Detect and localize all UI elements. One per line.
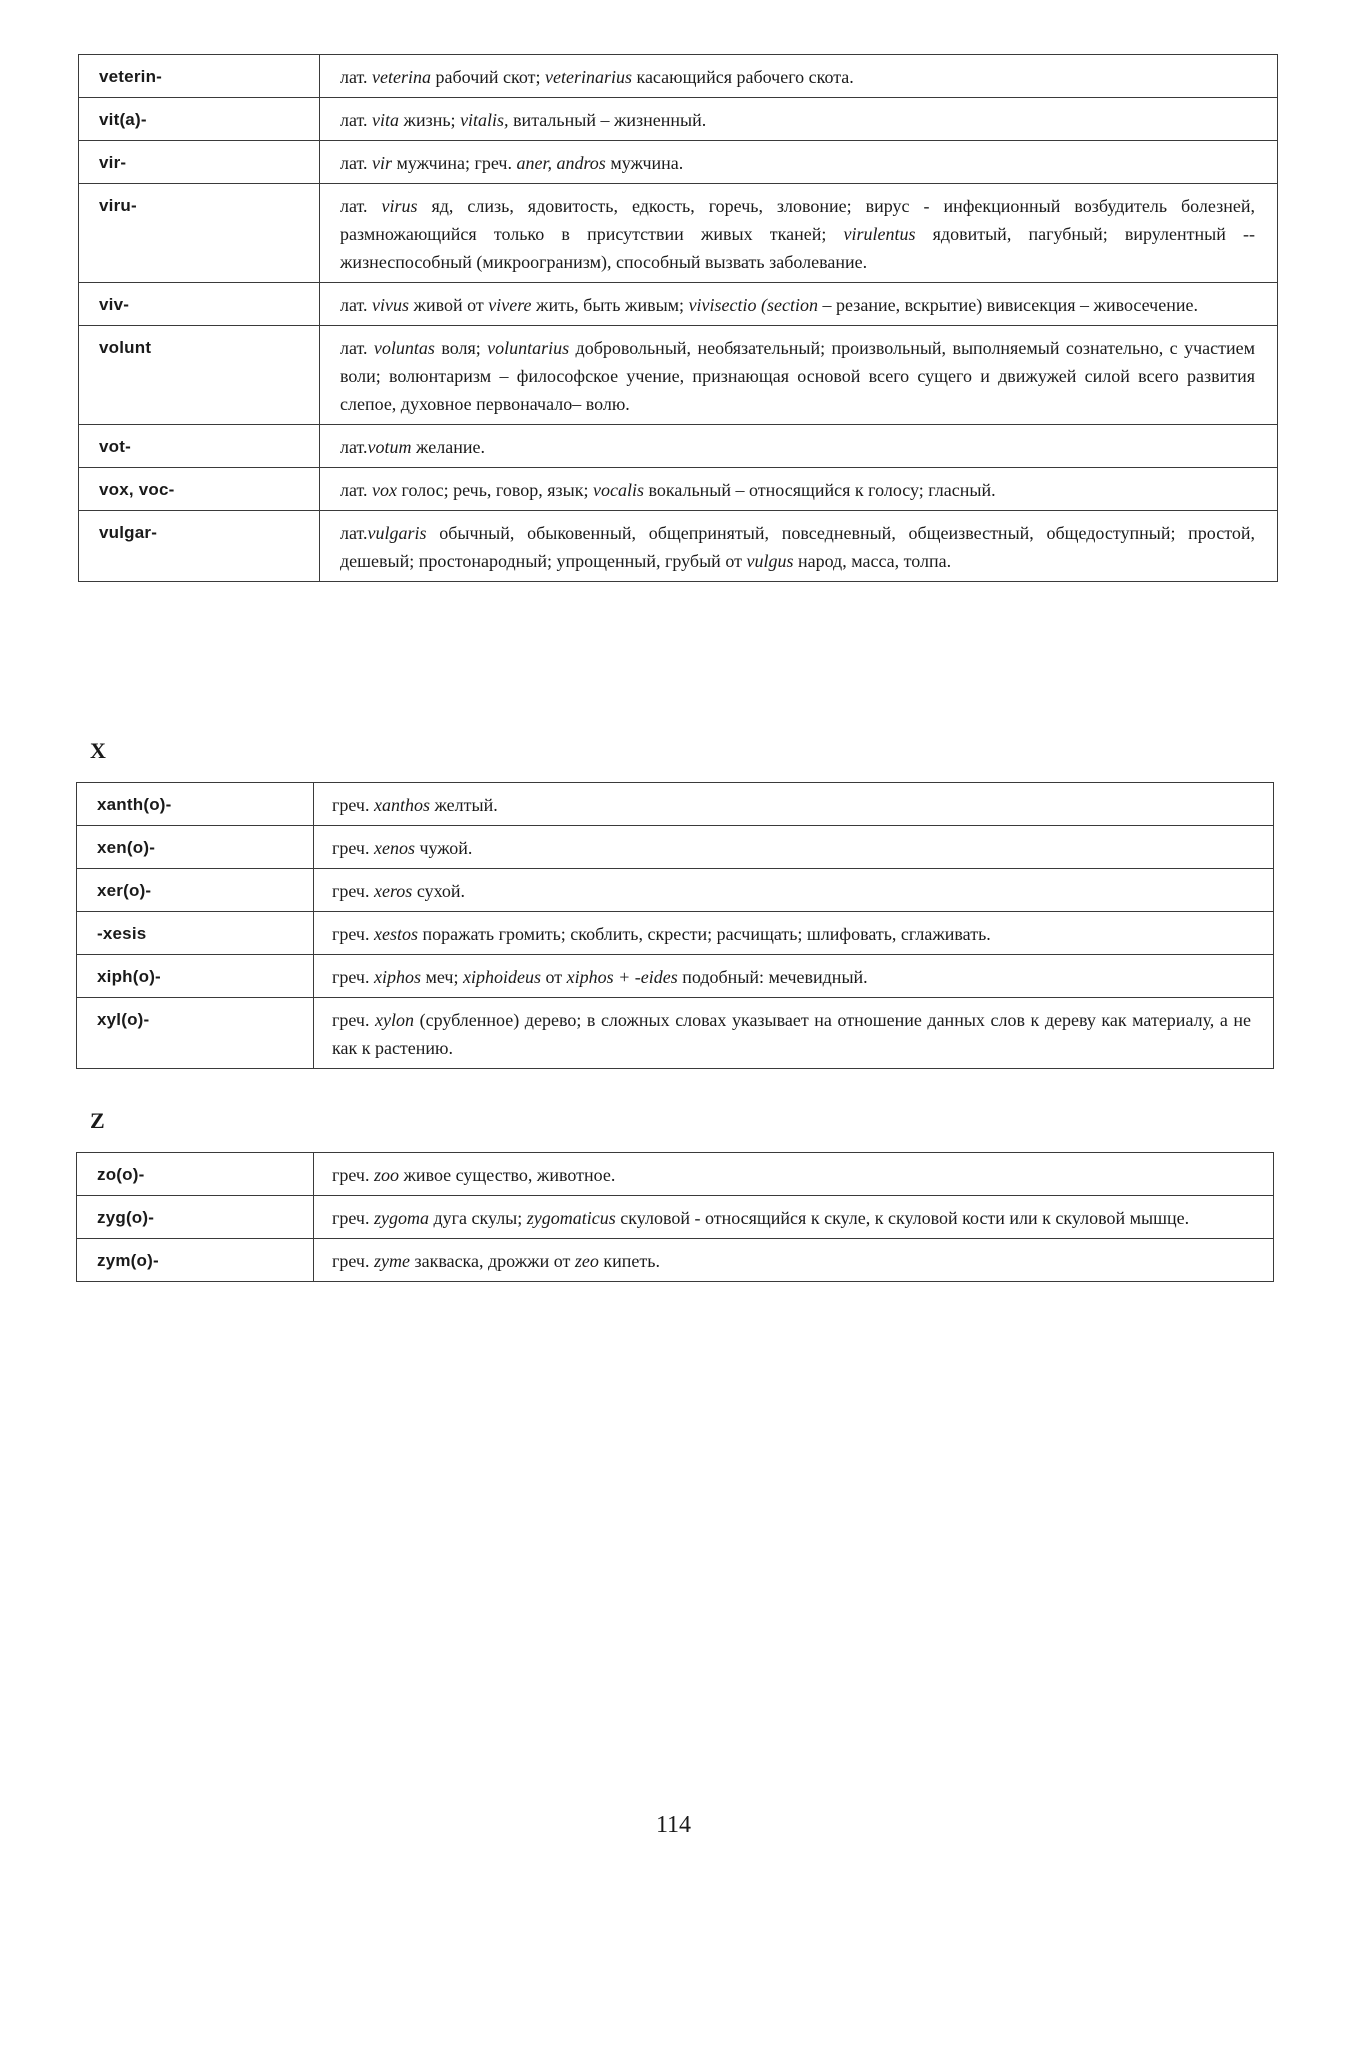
definition-text: греч.	[332, 967, 374, 987]
page-number: 114	[655, 1812, 692, 1838]
definition-cell	[314, 912, 1274, 955]
definition-cell	[320, 184, 1278, 283]
definition-italic-text: xeros	[373, 881, 413, 901]
table-row	[79, 326, 1278, 425]
definition-italic-text: zoo	[373, 1165, 399, 1185]
definition-italic-text: xiphos	[373, 967, 421, 987]
term-cell: vit(a)-	[79, 98, 320, 141]
definition-italic-text: votum	[367, 437, 412, 457]
definition-text: живое существо, животное.	[399, 1165, 616, 1185]
term-cell: xen(o)-	[77, 826, 314, 869]
definition-text: греч.	[332, 838, 374, 858]
definition-italic-text: xiphos + -eides	[566, 967, 678, 987]
definition-text: лат.	[340, 196, 382, 216]
definition-text: греч.	[332, 1010, 376, 1030]
table-row	[79, 98, 1278, 141]
definition-text: мужчина.	[605, 153, 684, 173]
definition-text: ядовитый, пагубный; вирулентный -- жизнеспособный (микроогранизм), способный вызвать заболевание.	[340, 224, 1255, 272]
term-cell: vir-	[79, 141, 320, 184]
definition-text: закваска, дрожжи от	[409, 1251, 575, 1271]
glossary-table-x	[76, 782, 1274, 1069]
definition-text: (срубленное) дерево; в сложных словах указывает на отношение данных слов к дереву как материалу, а не как к растению.	[332, 1010, 1251, 1058]
definition-cell	[320, 55, 1278, 98]
definition-text: греч.	[332, 795, 374, 815]
term-cell: xanth(o)-	[77, 783, 314, 826]
definition-text: сухой.	[412, 881, 466, 901]
term-cell: vot-	[79, 425, 320, 468]
definition-text: обычный, обыковенный, общепринятый, повседневный, общеизвестный, общедоступный; простой, дешевый; простонародный; упрощенный, грубый от	[340, 523, 1255, 571]
definition-text: подобный: мечевидный.	[677, 967, 868, 987]
definition-cell	[320, 283, 1278, 326]
term-cell: vox, voc-	[79, 468, 320, 511]
definition-text: лат.	[340, 110, 373, 130]
definition-text: лат.	[340, 437, 368, 457]
definition-text: добровольный, необязательный; произвольный, выполняемый сознательно, с участием воли; волюнтаризм – философское учение, признающая основой всего сущего и движужей силой всего развития слепое, духовное первоначало– волю.	[340, 338, 1255, 414]
table-row	[77, 869, 1274, 912]
definition-text: греч.	[332, 1165, 374, 1185]
definition-cell	[320, 425, 1278, 468]
definition-text: от	[540, 967, 567, 987]
definition-cell	[314, 826, 1274, 869]
definition-italic-text: vita	[372, 110, 400, 130]
definition-italic-text: zygoma	[373, 1208, 429, 1228]
definition-italic-text: vulgaris	[367, 523, 427, 543]
term-cell: zo(o)-	[77, 1153, 314, 1196]
table-row	[79, 184, 1278, 283]
definition-text: яд, слизь, ядовитость, едкость, горечь, зловоние; вирус - инфекционный возбудитель болезней, размножающийся только в присутствии живых тканей;	[340, 196, 1255, 244]
definition-text: лат.	[340, 67, 373, 87]
definition-cell	[314, 869, 1274, 912]
definition-text: касающийся рабочего скота.	[631, 67, 854, 87]
definition-italic-text: vulgus	[746, 551, 794, 571]
table-row	[77, 955, 1274, 998]
definition-cell	[320, 326, 1278, 425]
term-cell: volunt	[79, 326, 320, 425]
definition-italic-text: vocalis	[592, 480, 644, 500]
definition-text: лат.	[340, 295, 373, 315]
definition-cell	[314, 1153, 1274, 1196]
definition-text: скуловой - относящийся к скуле, к скуловой кости или к скуловой мышце.	[615, 1208, 1190, 1228]
definition-cell	[314, 1239, 1274, 1282]
definition-italic-text: virulentus	[843, 224, 916, 244]
section-letter-x: X	[90, 738, 106, 763]
definition-italic-text: xylon	[375, 1010, 415, 1030]
term-cell: zym(o)-	[77, 1239, 314, 1282]
term-cell: -xesis	[77, 912, 314, 955]
table-row	[77, 783, 1274, 826]
table-row	[77, 998, 1274, 1069]
definition-text: жизнь;	[399, 110, 461, 130]
glossary-table-z	[76, 1152, 1274, 1282]
definition-text: голос; речь, говор, язык;	[397, 480, 593, 500]
table-row	[79, 468, 1278, 511]
definition-cell	[320, 511, 1278, 582]
definition-text: жить, быть живым;	[531, 295, 689, 315]
definition-italic-text: zygomaticus	[526, 1208, 616, 1228]
term-cell: xer(o)-	[77, 869, 314, 912]
definition-cell	[320, 141, 1278, 184]
table-row	[77, 1196, 1274, 1239]
definition-italic-text: vox	[372, 480, 398, 500]
table-row	[77, 826, 1274, 869]
term-cell: veterin-	[79, 55, 320, 98]
definition-cell	[320, 98, 1278, 141]
glossary-table-v	[78, 54, 1278, 582]
definition-cell	[314, 783, 1274, 826]
definition-italic-text: vitalis,	[460, 110, 509, 130]
term-cell: zyg(o)-	[77, 1196, 314, 1239]
term-cell: xyl(o)-	[77, 998, 314, 1069]
definition-text: лат.	[340, 153, 373, 173]
definition-text: рабочий скот;	[431, 67, 545, 87]
table-row	[79, 511, 1278, 582]
definition-text: воля;	[434, 338, 488, 358]
table-row	[77, 1153, 1274, 1196]
definition-italic-text: vivere	[488, 295, 532, 315]
definition-text: живой от	[409, 295, 489, 315]
term-cell: viv-	[79, 283, 320, 326]
definition-text: греч.	[332, 1251, 374, 1271]
definition-italic-text: aner, andros	[516, 153, 606, 173]
definition-text: чужой.	[414, 838, 473, 858]
term-cell: xiph(o)-	[77, 955, 314, 998]
definition-text: греч.	[332, 1208, 374, 1228]
definition-text: желание.	[411, 437, 485, 457]
definition-cell	[314, 1196, 1274, 1239]
definition-text: кипеть.	[598, 1251, 660, 1271]
definition-italic-text: vir	[372, 153, 393, 173]
table-row	[79, 55, 1278, 98]
table-row	[79, 141, 1278, 184]
table-row	[79, 283, 1278, 326]
term-cell: viru-	[79, 184, 320, 283]
term-cell: vulgar-	[79, 511, 320, 582]
definition-text: желтый.	[429, 795, 498, 815]
definition-text: лат.	[340, 523, 368, 543]
definition-italic-text: veterinarius	[544, 67, 632, 87]
definition-text: поражать громить; скоблить, скрести; расчищать; шлифовать, сглаживать.	[417, 924, 991, 944]
definition-italic-text: virus	[381, 196, 418, 216]
definition-text: меч;	[420, 967, 463, 987]
definition-italic-text: xiphoideus	[462, 967, 541, 987]
definition-italic-text: xenos	[373, 838, 415, 858]
definition-cell	[314, 955, 1274, 998]
definition-text: лат.	[340, 480, 373, 500]
table-row	[77, 1239, 1274, 1282]
definition-cell	[314, 998, 1274, 1069]
table-row	[77, 912, 1274, 955]
definition-italic-text: vivus	[372, 295, 410, 315]
definition-text: лат.	[340, 338, 374, 358]
definition-text: греч.	[332, 881, 374, 901]
definition-text: мужчина; греч.	[392, 153, 517, 173]
section-letter-z: Z	[90, 1108, 105, 1133]
definition-text: – резание, вскрытие) вивисекция – живосечение.	[818, 295, 1198, 315]
definition-italic-text: voluntas	[373, 338, 435, 358]
definition-cell	[320, 468, 1278, 511]
definition-italic-text: voluntarius	[487, 338, 570, 358]
definition-italic-text: vivisectio (section	[688, 295, 819, 315]
definition-italic-text: xestos	[373, 924, 418, 944]
definition-text: греч.	[332, 924, 374, 944]
definition-italic-text: zyme	[373, 1251, 410, 1271]
definition-text: дуга скулы;	[428, 1208, 527, 1228]
table-row	[79, 425, 1278, 468]
definition-text: витальный – жизненный.	[508, 110, 707, 130]
definition-italic-text: veterina	[372, 67, 432, 87]
definition-italic-text: zeo	[574, 1251, 599, 1271]
definition-italic-text: xanthos	[373, 795, 430, 815]
definition-text: народ, масса, толпа.	[793, 551, 952, 571]
definition-text: вокальный – относящийся к голосу; гласный.	[643, 480, 996, 500]
